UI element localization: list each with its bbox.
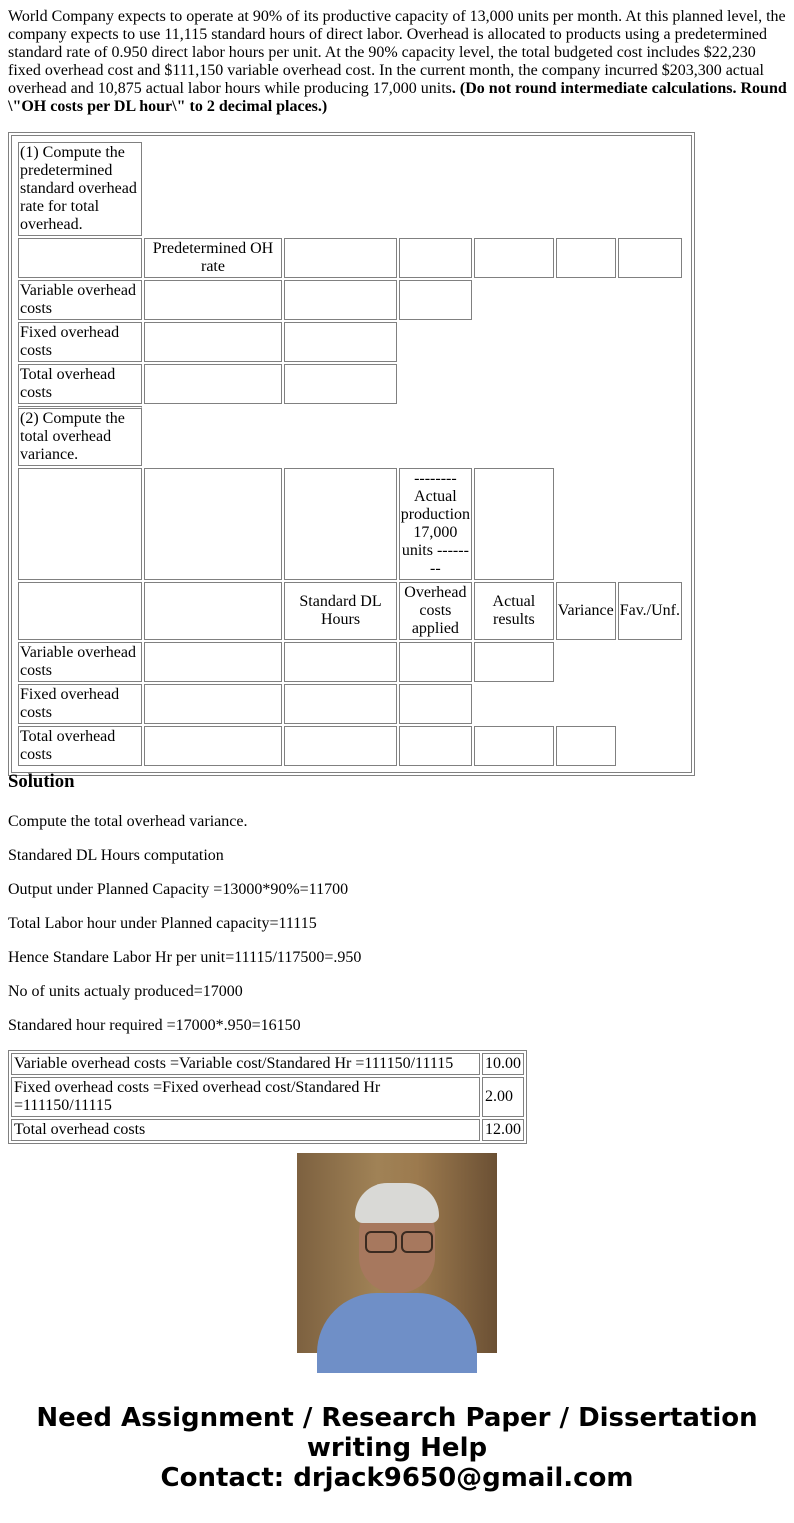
input-cell[interactable] (284, 280, 396, 320)
input-cell[interactable] (399, 726, 472, 766)
predetermined-oh-rate-header: Predetermined OH rate (144, 238, 283, 278)
variable-overhead-label: Variable overhead costs (18, 642, 142, 682)
input-cell[interactable] (144, 322, 283, 362)
input-cell[interactable] (556, 238, 616, 278)
actual-production-header: -------- Actual production 17,000 units -------- (399, 468, 472, 580)
input-cell[interactable] (399, 238, 472, 278)
input-cell[interactable] (474, 642, 554, 682)
input-cell[interactable] (144, 582, 283, 640)
solution-line: Standared hour required =17000*.950=16150 (8, 1017, 301, 1034)
promo-line-2: writing Help (306, 1433, 488, 1463)
answer-table-frame (8, 132, 695, 776)
input-cell[interactable] (144, 684, 283, 724)
solution-line: Total Labor hour under Planned capacity=11115 (8, 915, 317, 932)
total-overhead-label: Total overhead costs (18, 726, 142, 766)
input-cell[interactable] (284, 726, 396, 766)
input-cell[interactable] (474, 238, 554, 278)
input-cell[interactable] (284, 364, 396, 404)
variance-header: Variance (556, 582, 616, 640)
total-overhead-label: Total overhead costs (18, 364, 142, 404)
input-cell[interactable] (144, 726, 283, 766)
avatar-hair (355, 1183, 439, 1223)
input-cell[interactable] (556, 726, 616, 766)
avatar (297, 1153, 497, 1353)
answer-grid (16, 140, 684, 768)
solution-line: Compute the total overhead variance. (8, 813, 248, 830)
input-cell[interactable] (18, 582, 142, 640)
promo-line-1: Need Assignment / Research Paper / Dissertation (36, 1403, 758, 1433)
problem-text (8, 8, 788, 116)
part2-label: (2) Compute the total overhead variance. (18, 406, 142, 466)
solution-rate-table (8, 1050, 527, 1144)
input-cell[interactable] (474, 468, 554, 580)
solution-line: Standared DL Hours computation (8, 847, 224, 864)
input-cell[interactable] (284, 468, 396, 580)
fixed-overhead-label: Fixed overhead costs (18, 322, 142, 362)
promo-banner (0, 1403, 794, 1493)
solution-line: No of units actualy produced=17000 (8, 983, 243, 1000)
fav-unf-header: Fav./Unf. (618, 582, 682, 640)
solution-line: Hence Standare Labor Hr per unit=11115/117500=.950 (8, 949, 362, 966)
fixed-overhead-label: Fixed overhead costs (18, 684, 142, 724)
standard-dl-hours-header: Standard DL Hours (284, 582, 396, 640)
input-cell[interactable] (144, 364, 283, 404)
input-cell[interactable] (284, 238, 396, 278)
problem-statement (8, 8, 788, 116)
solution-heading: Solution (8, 771, 75, 792)
input-cell[interactable] (618, 238, 682, 278)
input-cell[interactable] (474, 726, 554, 766)
problem-body: World Company expects to operate at 90% of its productive capacity of 13,000 units per month. At this planned level, the company expects to use 11,115 standard hours of direct labor. Overhead is allocated to products using a predetermined standard rate of 0.950 direct labor hours per unit. At the 90% capacity level, the total budgeted cost includes $22,230 fixed overhead cost and $111,150 variable overhead cost. In the current month, the company incurred $203,300 actual overhead and 10,875 actual labor hours while producing 17,000 units (8, 8, 786, 97)
part1-label: (1) Compute the predetermined standard overhead rate for total overhead. (18, 142, 142, 236)
input-cell[interactable] (18, 468, 142, 580)
solution-line: Output under Planned Capacity =13000*90%=11700 (8, 881, 349, 898)
input-cell[interactable] (144, 642, 283, 682)
variable-overhead-label: Variable overhead costs (18, 280, 142, 320)
input-cell[interactable] (399, 642, 472, 682)
input-cell[interactable] (144, 468, 283, 580)
rate-value: 2.00 (482, 1077, 524, 1117)
avatar-shirt (317, 1293, 477, 1373)
rate-value: 12.00 (482, 1119, 524, 1141)
empty-cell[interactable] (18, 238, 142, 278)
glasses-icon (365, 1231, 397, 1253)
glasses-icon (401, 1231, 433, 1253)
promo-contact[interactable]: Contact: drjack9650@gmail.com (160, 1463, 634, 1493)
input-cell[interactable] (284, 684, 396, 724)
rate-value: 10.00 (482, 1053, 524, 1075)
input-cell[interactable] (399, 684, 472, 724)
input-cell[interactable] (144, 280, 283, 320)
actual-results-header: Actual results (474, 582, 554, 640)
rate-label: Variable overhead costs =Variable cost/Standared Hr =111150/11115 (11, 1053, 480, 1075)
input-cell[interactable] (284, 642, 396, 682)
input-cell[interactable] (399, 280, 472, 320)
solution-table-clip (0, 1050, 794, 1138)
input-cell[interactable] (284, 322, 396, 362)
problem-instruction: . (Do not round intermediate calculations. Round \"OH costs per DL hour\" to 2 decimal places.) (8, 80, 787, 115)
rate-label: Fixed overhead costs =Fixed overhead cost/Standared Hr =111150/11115 (11, 1077, 480, 1117)
overhead-applied-header: Overhead costs applied (399, 582, 472, 640)
rate-label: Total overhead costs (11, 1119, 480, 1141)
